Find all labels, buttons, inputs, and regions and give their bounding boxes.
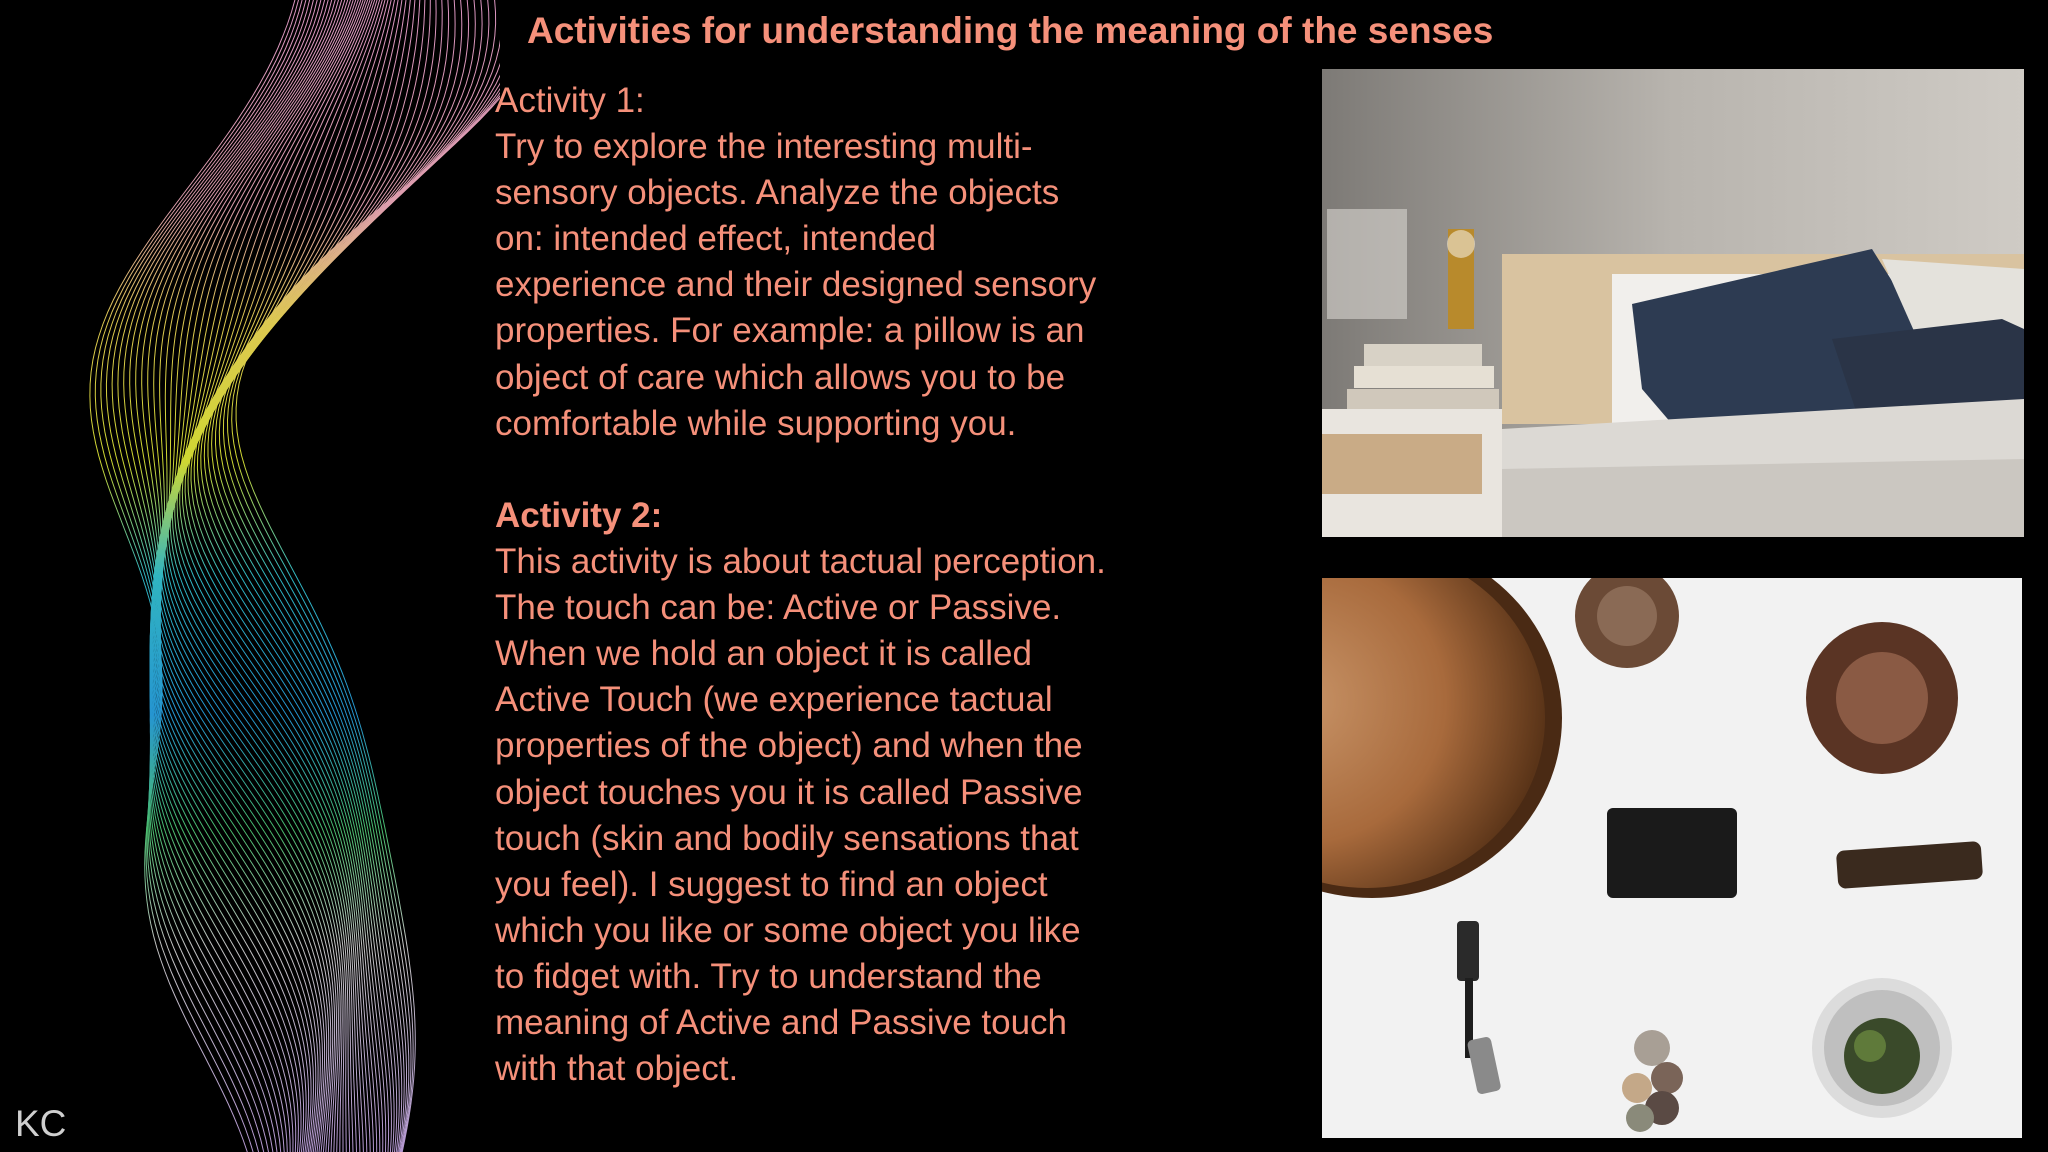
wave-strand	[151, 0, 366, 1152]
activity-1-line: object of care which allows you to be	[495, 357, 1066, 397]
activity-2-line: This activity is about tactual perception.	[495, 542, 1106, 582]
decorative-wave-graphic	[80, 0, 500, 1152]
activity-1-heading: Activity 1:	[495, 81, 645, 120]
activity-2-line: to fidget with. Try to understand the	[495, 956, 1042, 996]
activity-2-line: Active Touch (we experience tactual	[495, 680, 1053, 720]
activity-1-block	[495, 78, 1195, 447]
wave-strand	[236, 0, 500, 1152]
activity-2-line: you feel). I suggest to find an object	[495, 864, 1048, 904]
activity-2-heading: Activity 2:	[495, 496, 663, 535]
activity-2-block	[495, 493, 1195, 1092]
activity-2-line: touch (skin and bodily sensations that	[495, 818, 1079, 858]
author-mark: KC	[15, 1103, 67, 1144]
wave-strand	[170, 0, 419, 1152]
tactile-objects-photo	[1322, 578, 2022, 1138]
wave-strand	[150, 0, 363, 1152]
activity-2-line: The touch can be: Active or Passive.	[495, 588, 1062, 628]
wave-strand	[124, 0, 318, 1152]
activity-1-line: comfortable while supporting you.	[495, 403, 1017, 443]
bedroom-pillows-photo	[1322, 69, 2024, 537]
activity-1-line: on: intended effect, intended	[495, 219, 937, 259]
wave-strand	[168, 0, 415, 1152]
activity-2-line: When we hold an object it is called	[495, 634, 1032, 674]
slide-title: Activities for understanding the meaning of the senses	[527, 10, 1494, 51]
activity-1-line: experience and their designed sensory	[495, 265, 1097, 305]
activity-2-line: with that object.	[495, 1049, 739, 1089]
activity-2-line: properties of the object) and when the	[495, 726, 1083, 766]
activity-2-line: object touches you it is called Passive	[495, 772, 1083, 812]
activity-2-line: meaning of Active and Passive touch	[495, 1003, 1068, 1043]
activity-1-line: Try to explore the interesting multi-	[495, 127, 1033, 167]
wave-strand	[161, 0, 398, 1152]
activity-1-line: properties. For example: a pillow is an	[495, 311, 1085, 351]
wave-strand	[150, 0, 335, 1152]
activity-1-line: sensory objects. Analyze the objects	[495, 173, 1060, 213]
activity-2-line: which you like or some object you like	[495, 910, 1081, 950]
